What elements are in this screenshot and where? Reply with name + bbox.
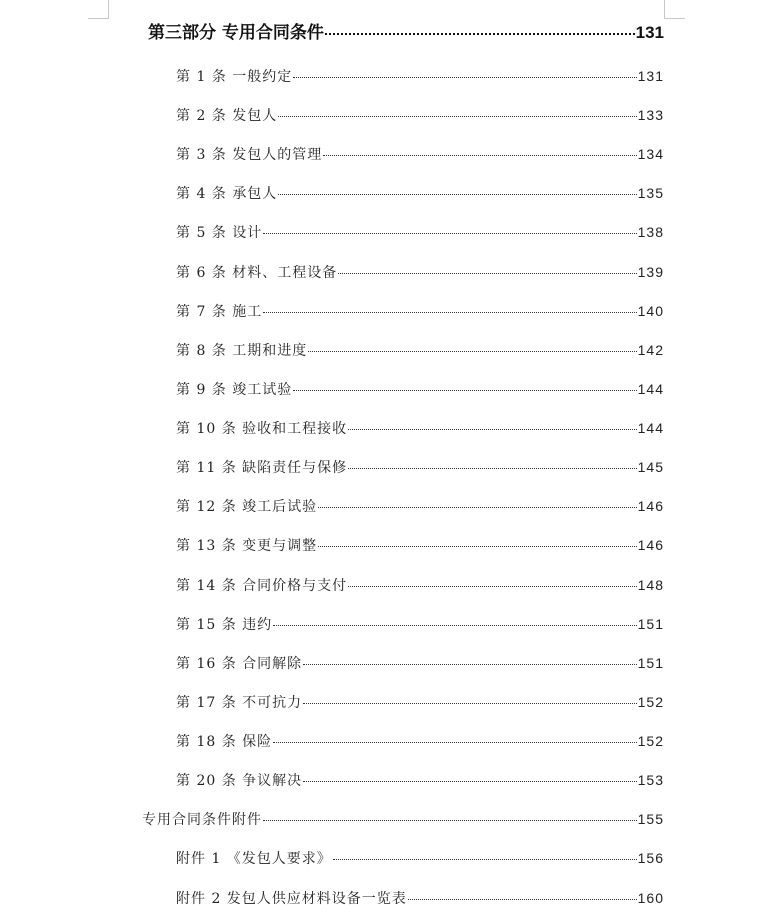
- toc-entry-title: 第 3 条 发包人的管理: [176, 147, 323, 163]
- toc-entry-article-9[interactable]: [176, 379, 664, 399]
- toc-entry-article-14[interactable]: [176, 575, 664, 595]
- toc-entry-article-7[interactable]: [176, 301, 664, 321]
- toc-entry-title: 第 2 条 发包人: [176, 108, 278, 124]
- toc-entry-title: 第 5 条 设计: [176, 225, 263, 241]
- toc-dot-leader: [293, 390, 636, 391]
- toc-page-number: 140: [637, 303, 664, 319]
- toc-entry-article-15[interactable]: [176, 614, 664, 634]
- toc-page-number: 151: [637, 616, 664, 632]
- toc-appendix-heading[interactable]: [142, 809, 664, 829]
- toc-dot-leader: [348, 468, 636, 469]
- toc-entry-title: 第 11 条 缺陷责任与保修: [176, 460, 348, 476]
- toc-entry-article-4[interactable]: [176, 183, 664, 203]
- toc-entry-article-13[interactable]: [176, 535, 664, 555]
- toc-entry-appendix-1[interactable]: [176, 848, 664, 868]
- toc-entry-title: 第 16 条 合同解除: [176, 656, 303, 672]
- toc-dot-leader: [303, 703, 636, 704]
- toc-page-number: 144: [637, 420, 664, 436]
- toc-page-number: 153: [637, 772, 664, 788]
- toc-entry-title: 附件 2 发包人供应材料设备一览表: [176, 891, 407, 907]
- toc-dot-leader: [273, 625, 636, 626]
- toc-entry-title: 第 4 条 承包人: [176, 186, 278, 202]
- toc-dot-leader: [338, 273, 636, 274]
- toc-dot-leader: [303, 664, 636, 665]
- toc-page-number: 160: [637, 890, 664, 906]
- toc-page-number: 134: [637, 146, 664, 162]
- toc-page-number: 133: [637, 107, 664, 123]
- crop-mark-top-left: [88, 0, 109, 19]
- toc-entry-title: 第 13 条 变更与调整: [176, 538, 318, 554]
- toc-entry-article-17[interactable]: [176, 692, 664, 712]
- toc-entry-article-2[interactable]: [176, 105, 664, 125]
- toc-page-number: 145: [637, 459, 664, 475]
- toc-dot-leader: [323, 155, 636, 156]
- toc-entry-title: 第 8 条 工期和进度: [176, 343, 308, 359]
- toc-dot-leader: [263, 233, 636, 234]
- toc-page-number: 146: [637, 498, 664, 514]
- toc-entry-article-3[interactable]: [176, 144, 664, 164]
- toc-dot-leader: [263, 820, 637, 821]
- toc-dot-leader: [325, 33, 635, 35]
- toc-entry-article-10[interactable]: [176, 418, 664, 438]
- toc-page-number: 138: [637, 224, 664, 240]
- toc-entry-title: 第 15 条 违约: [176, 617, 273, 633]
- toc-dot-leader: [318, 546, 636, 547]
- toc-entry-title: 第 1 条 一般约定: [176, 69, 293, 85]
- toc-dot-leader: [318, 507, 636, 508]
- toc-entry-article-6[interactable]: [176, 262, 664, 282]
- toc-entry-title: 第 18 条 保险: [176, 734, 273, 750]
- toc-page-number: 144: [637, 381, 664, 397]
- toc-entry-title: 第 10 条 验收和工程接收: [176, 421, 348, 437]
- toc-page-number: 155: [637, 811, 664, 827]
- toc-dot-leader: [308, 351, 636, 352]
- toc-entry-title: 第 20 条 争议解决: [176, 773, 303, 789]
- toc-page-number: 131: [635, 23, 664, 42]
- toc-page-number: 156: [637, 850, 664, 866]
- toc-dot-leader: [348, 586, 636, 587]
- toc-page-number: 139: [637, 264, 664, 280]
- toc-page-number: 152: [637, 733, 664, 749]
- toc-page-number: 151: [637, 655, 664, 671]
- toc-entry-appendix-2[interactable]: [176, 888, 664, 908]
- toc-page-number: 152: [637, 694, 664, 710]
- toc-entry-title: 附件 1 《发包人要求》: [176, 851, 332, 867]
- toc-page-number: 131: [637, 68, 664, 84]
- toc-entry-title: 第 7 条 施工: [176, 304, 263, 320]
- toc-entry-article-16[interactable]: [176, 653, 664, 673]
- toc-dot-leader: [273, 742, 636, 743]
- toc-entry-article-20[interactable]: [176, 770, 664, 790]
- toc-entry-title: 第 9 条 竣工试验: [176, 382, 293, 398]
- toc-part-heading[interactable]: [148, 18, 664, 43]
- toc-dot-leader: [278, 194, 636, 195]
- toc-page-number: 142: [637, 342, 664, 358]
- toc-dot-leader: [408, 899, 637, 900]
- toc-entry-article-5[interactable]: [176, 222, 664, 242]
- toc-entry-title: 第 17 条 不可抗力: [176, 695, 303, 711]
- toc-entry-article-12[interactable]: [176, 496, 664, 516]
- toc-page-number: 146: [637, 537, 664, 553]
- toc-entry-title: 第 14 条 合同价格与支付: [176, 578, 348, 594]
- crop-mark-top-right: [664, 0, 685, 19]
- toc-entry-article-11[interactable]: [176, 457, 664, 477]
- toc-dot-leader: [293, 77, 636, 78]
- toc-dot-leader: [263, 312, 636, 313]
- toc-entry-article-8[interactable]: [176, 340, 664, 360]
- toc-entry-title: 第 6 条 材料、工程设备: [176, 265, 338, 281]
- toc-page-number: 135: [637, 185, 664, 201]
- toc-entry-title: 第 12 条 竣工后试验: [176, 499, 318, 515]
- toc-entry-title: 第三部分 专用合同条件: [148, 23, 324, 43]
- toc-page-number: 148: [637, 577, 664, 593]
- toc-entry-article-1[interactable]: [176, 66, 664, 86]
- toc-entry-article-18[interactable]: [176, 731, 664, 751]
- toc-entry-title: 专用合同条件附件: [142, 812, 262, 828]
- toc-dot-leader: [278, 116, 636, 117]
- toc-dot-leader: [303, 781, 636, 782]
- toc-dot-leader: [348, 429, 636, 430]
- toc-dot-leader: [333, 859, 637, 860]
